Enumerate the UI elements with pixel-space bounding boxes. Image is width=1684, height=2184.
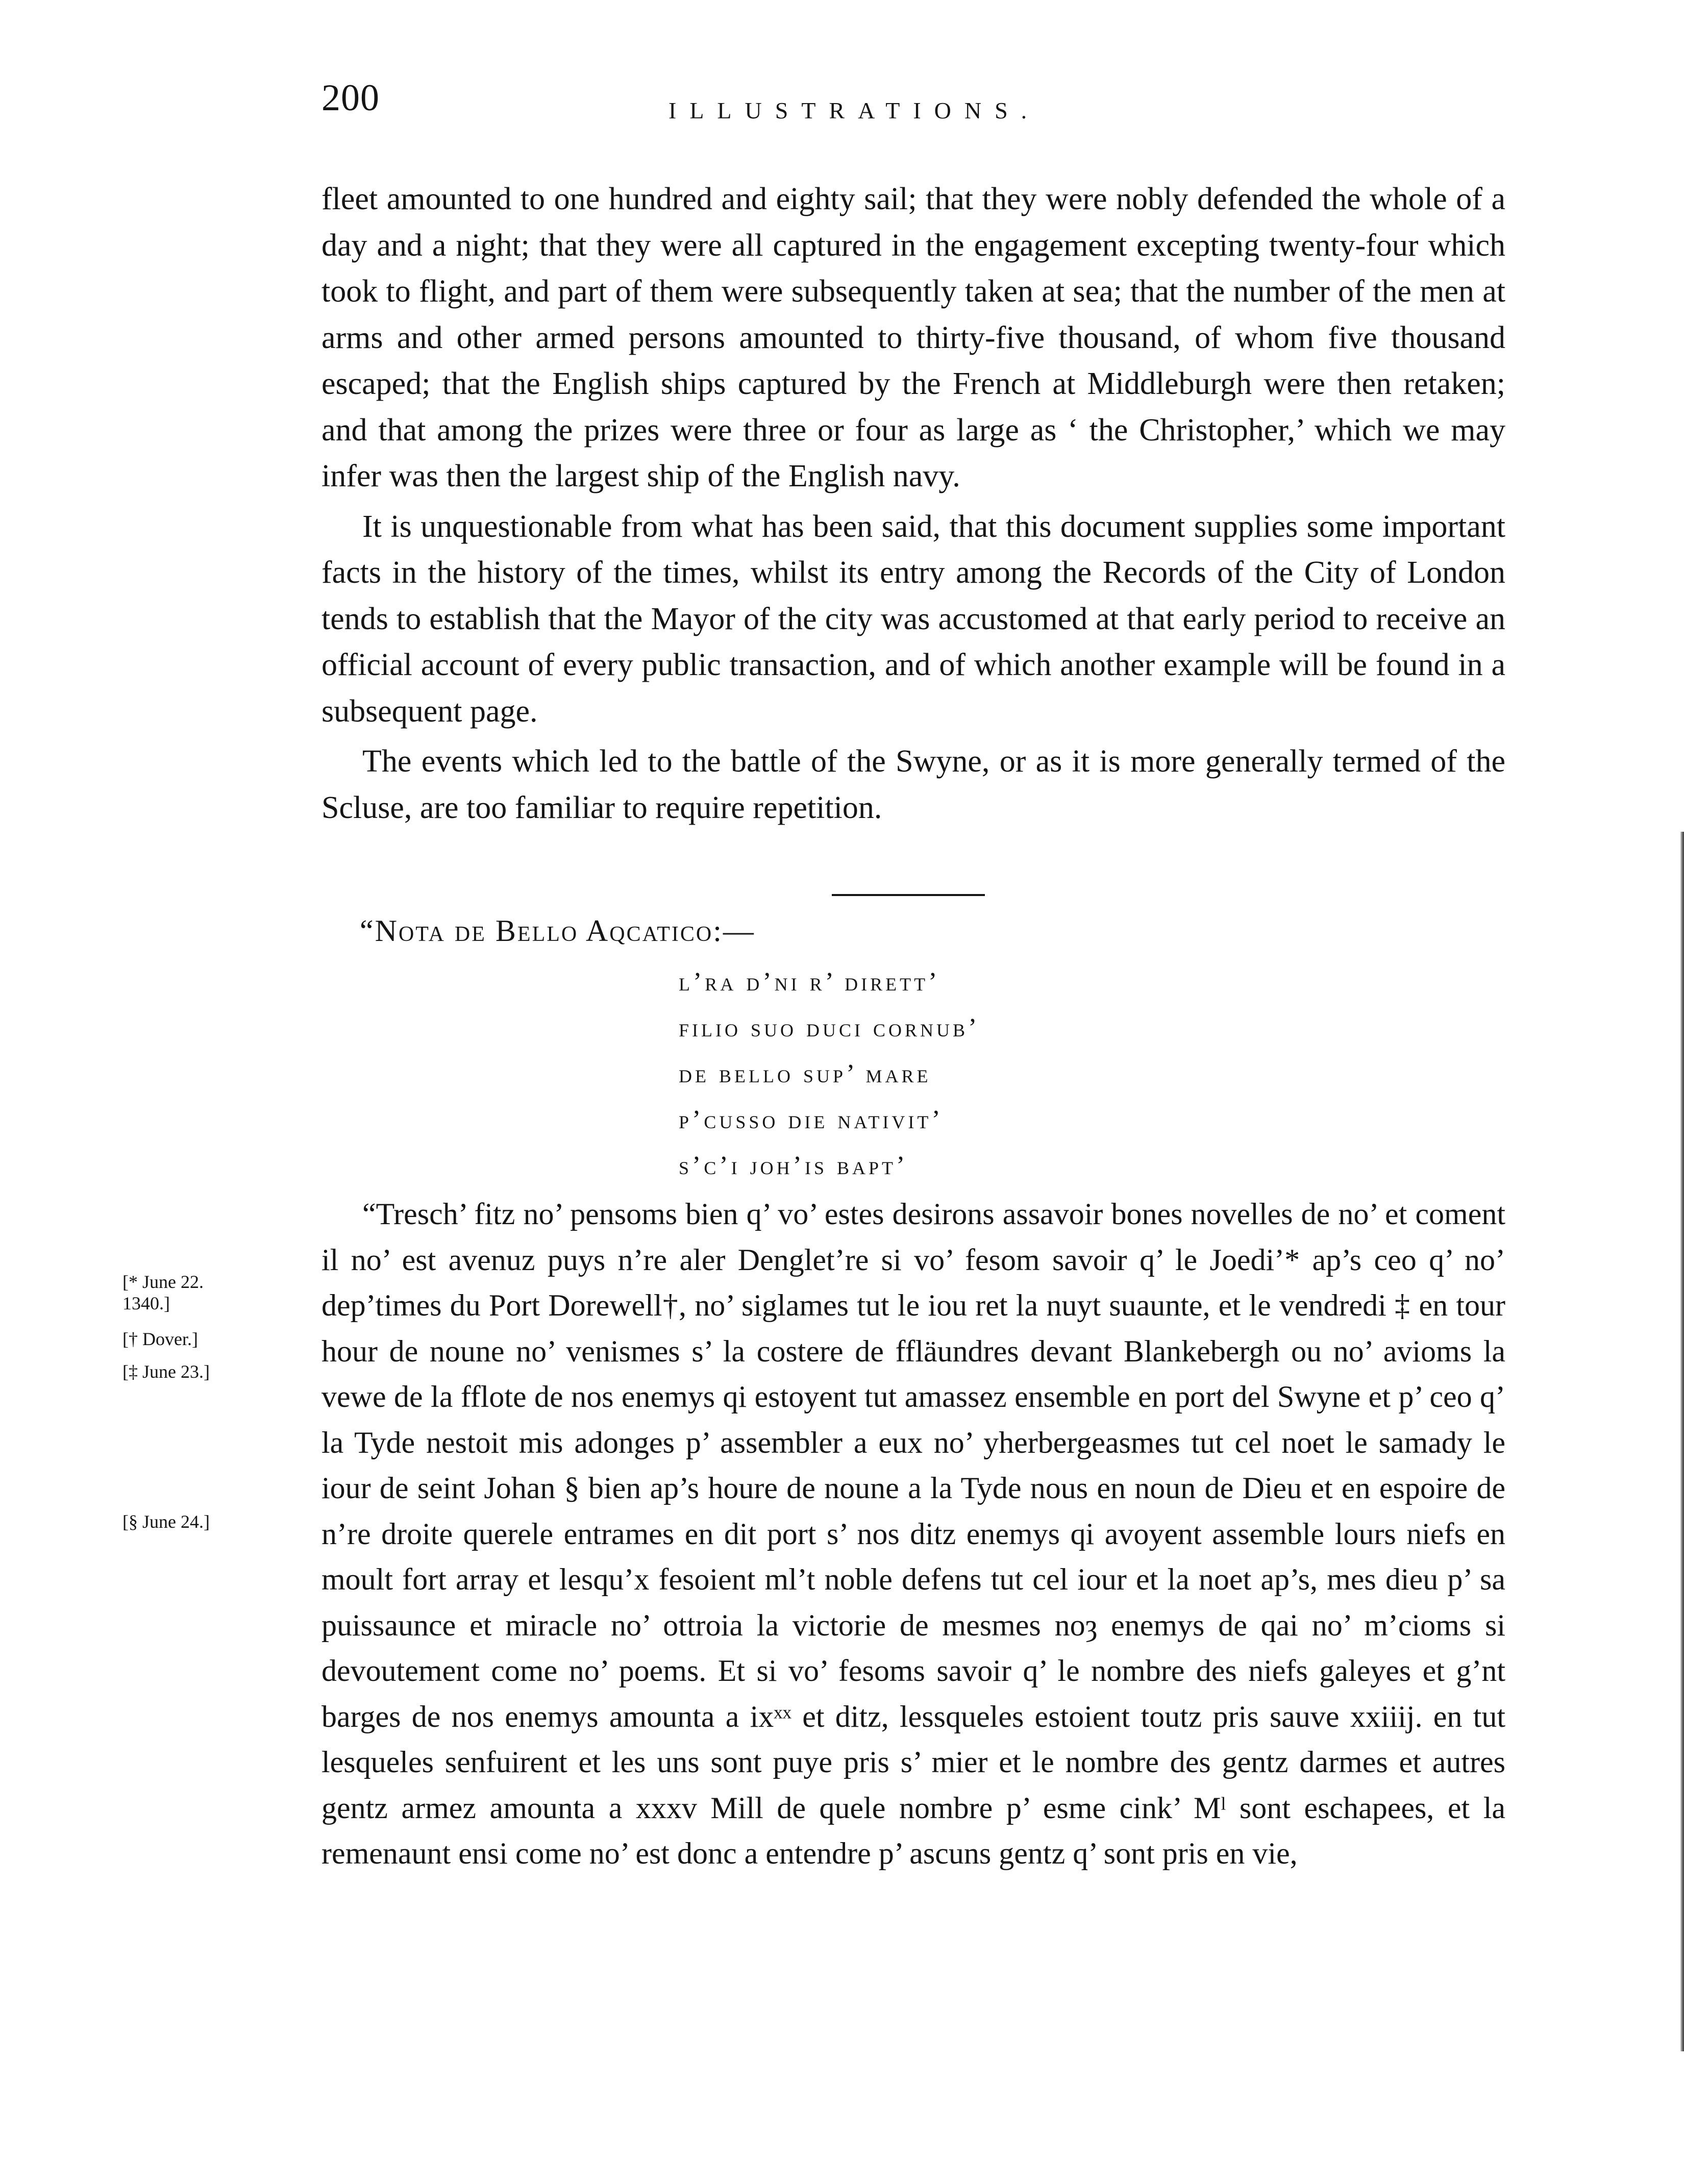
heading-line: de bello sup’ mare <box>679 1059 931 1088</box>
french-text <box>321 1192 1505 1881</box>
margin-note: 1340.] <box>122 1293 170 1313</box>
margin-note: [§ June 24.] <box>122 1511 210 1532</box>
heading-line: s’c’i joh’is bapt’ <box>679 1151 908 1180</box>
heading-line: p’cusso die nativit’ <box>679 1105 944 1134</box>
body-paragraph: It is unquestionable from what has been said, that this document supplies some important facts in the history of the times, whilst its entry among the Records of the City of London tends to establish that the Mayor of the city was accustomed at that early period to receive an official account of every public transaction, and of which another example will be found in a subsequent page. <box>321 509 1505 729</box>
heading-line: l’ra d’ni r’ dirett’ <box>679 967 940 997</box>
document-title: “Nota de Bello Aqcatico:— <box>360 914 755 948</box>
margin-note: [‡ June 23.] <box>122 1361 210 1382</box>
page-edge-line <box>1680 832 1684 2051</box>
heading-line: filio suo duci cornub’ <box>679 1013 980 1043</box>
body-paragraph: The events which led to the battle of the Swyne, or as it is more generally termed of the Scluse, are too familiar to require repetition. <box>321 744 1505 825</box>
margin-note: [* June 22. <box>122 1272 204 1292</box>
running-head: ILLUSTRATIONS. <box>668 97 1041 123</box>
document-heading-block <box>679 959 980 1189</box>
page-number: 200 <box>321 77 380 119</box>
margin-note: [† Dover.] <box>122 1329 198 1349</box>
body-text <box>321 176 1505 835</box>
letter-paragraph: “Tresch’ fitz no’ pensoms bien q’ vo’ estes desirons assavoir bones novelles de no’ et coment il no’ est avenuz puys n’re aler Denglet’re si vo’ fesom savoir q’ le Joedi’* ap’s ceo q’ no’ dep’times du Port Dorewell†, no’ siglames tut le iou ret la nuyt suaunte, et le vendredi ‡ en tour hour de noune no’ venismes s’ la costere de ffläundres devant Blankebergh ou no’ avioms la vewe de la fflote de nos enemys qi estoyent tut amassez ensemble en port del Swyne et p’ ceo q’ la Tyde nestoit mis adonges p’ assembler a eux no’ yherbergeasmes tut cel noet le samady le iour de seint Johan § bien ap’s houre de noune a la Tyde nous en noun de Dieu et en espoire de n’re droite querele entrames en dit port s’ nos ditz enemys qi avoyent assemble lours niefs en moult fort array et lesqu’x fesoient ml’t noble defens tut cel iour et la noet ap’s, mes dieu p’ sa puissaunce et miracle no’ ottroia la victorie de mesmes noȝ enemys de qai no’ m’cioms si devoutement come no’ poems. Et si vo’ fesoms savoir q’ le nombre des niefs galeyes et g’nt barges de nos enemys amounta a ixˣˣ et ditz, lessqueles estoient toutz pris sauve xxiiij. en tut lesqueles senfuirent et les uns sont puye pris s’ mier et le nombre des gentz darmes et autres gentz armez amounta a xxxv Mill de quele nombre p’ esme cink’ Mˡ sont eschapees, et la remenaunt ensi come no’ est donc a entendre p’ ascuns gentz q’ sont pris en vie, <box>321 1197 1505 1870</box>
section-divider <box>832 894 985 896</box>
body-paragraph: fleet amounted to one hundred and eighty sail; that they were nobly defended the whole of a day and a night; that they were all captured in the engagement excepting twenty-four which took to flight, and part of them were subsequently taken at sea; that the number of the men at arms and other armed persons amounted to thirty-five thousand, of whom five thousand escaped; that the English ships captured by the French at Middleburgh were then retaken; and that among the prizes were three or four as large as ‘ the Christopher,’ which we may infer was then the largest ship of the English navy. <box>321 182 1505 493</box>
